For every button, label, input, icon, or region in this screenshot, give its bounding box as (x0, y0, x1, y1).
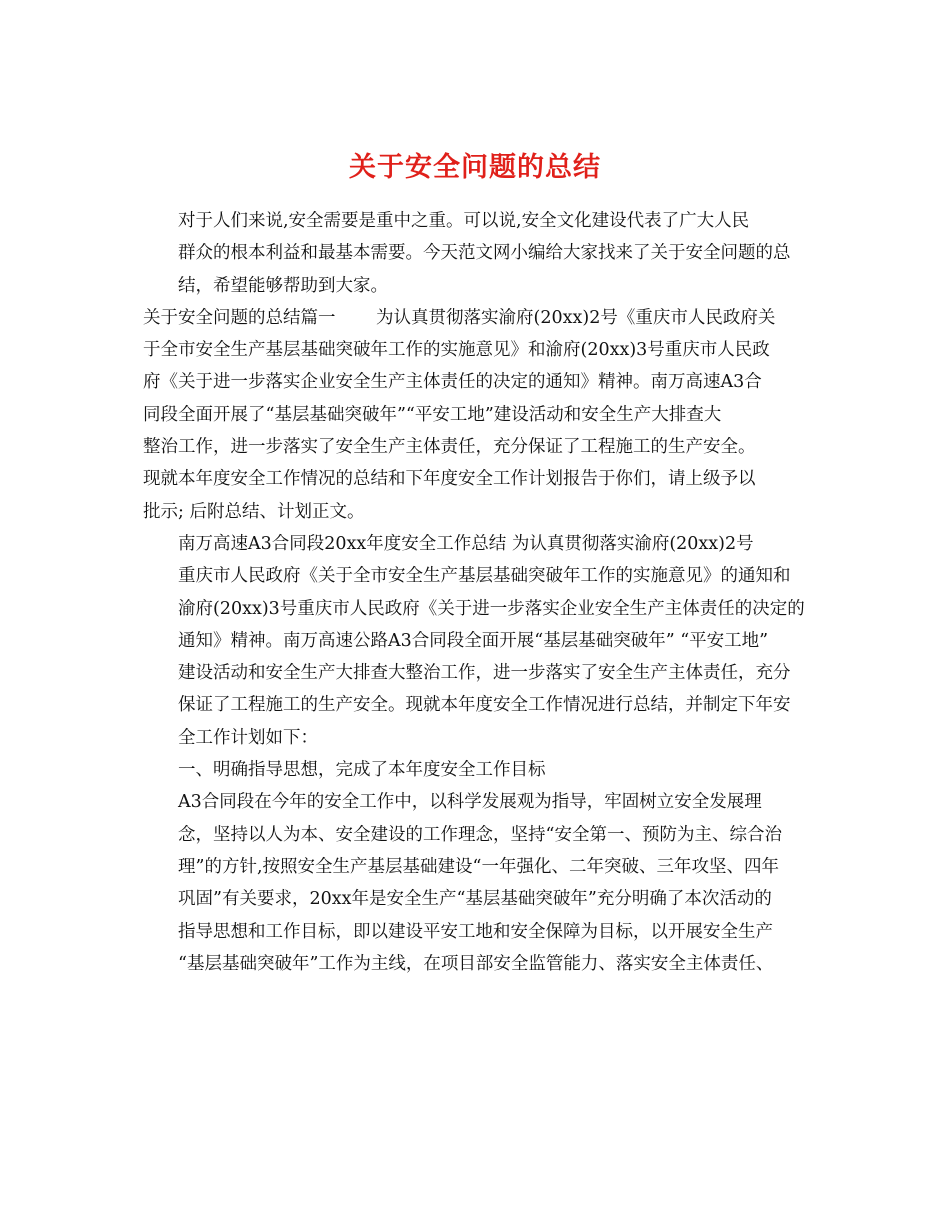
document-body (143, 205, 808, 980)
text-line: 巩固”有关要求，20xx年是安全生产“基层基础突破年”充分明确了本次活动的 (178, 889, 772, 910)
paragraph-annual-summary (143, 528, 808, 754)
section-heading-one (143, 754, 808, 786)
text-line: 同段全面开展了“基层基础突破年”“平安工地”建设活动和安全生产大排查大 (143, 404, 722, 425)
paragraph-intro (143, 205, 808, 302)
text-line: 渝府(20xx)3号重庆市人民政府《关于进一步落实企业安全生产主体责任的决定的 (178, 598, 805, 619)
text-line: 保证了工程施工的生产安全。现就本年度安全工作情况进行总结，并制定下年安 (178, 695, 791, 716)
text-line: 于全市安全生产基层基础突破年工作的实施意见》和渝府(20xx)3号重庆市人民政 (143, 340, 770, 361)
text-line: 整治工作，进一步落实了安全生产主体责任，充分保证了工程施工的生产安全。 (143, 437, 756, 458)
text-line: 念，坚持以人为本、安全建设的工作理念，坚持“安全第一、预防为主、综合治 (178, 824, 782, 845)
text-line: 建设活动和安全生产大排查大整治工作，进一步落实了安全生产主体责任，充分 (178, 663, 791, 684)
text-line: 指导思想和工作目标，即以建设平安工地和安全保障为目标，以开展安全生产 (178, 921, 773, 942)
text-line: 一、明确指导思想，完成了本年度安全工作目标 (178, 760, 546, 781)
text-line: 通知》精神。南万高速公路A3合同段全面开展“基层基础突破年” “平安工地” (178, 630, 769, 651)
text-line: A3合同段在今年的安全工作中，以科学发展观为指导，牢固树立安全发展理 (178, 792, 762, 813)
document-title: 关于安全问题的总结 (349, 152, 601, 184)
text-line: 重庆市人民政府《关于全市安全生产基层基础突破年工作的实施意见》的通知和 (178, 566, 791, 587)
text-line: 现就本年度安全工作情况的总结和下年度安全工作计划报告于你们，请上级予以 (143, 469, 756, 490)
text-line: 关于安全问题的总结篇一 为认真贯彻落实渝府(20xx)2号《重庆市人民政府关 (143, 307, 776, 328)
text-line: 批示; 后附总结、计划正文。 (143, 501, 365, 522)
paragraph-guiding-thought (143, 786, 808, 980)
text-line: 理”的方针,按照安全生产基层基础建设“一年强化、二年突破、三年攻坚、四年 (178, 856, 779, 877)
text-line: 府《关于进一步落实企业安全生产主体责任的决定的通知》精神。南万高速A3合 (143, 372, 762, 393)
text-line: 南万高速A3合同段20xx年度安全工作总结 为认真贯彻落实渝府(20xx)2号 (178, 533, 754, 554)
text-line: “基层基础突破年”工作为主线，在项目部安全监管能力、落实安全主体责任、 (178, 953, 774, 974)
paragraph-section-one (143, 302, 808, 528)
text-line: 结，希望能够帮助到大家。 (178, 275, 388, 296)
text-line: 对于人们来说,安全需要是重中之重。可以说,安全文化建设代表了广大人民 (178, 211, 750, 231)
text-line: 全工作计划如下： (178, 727, 318, 748)
text-line: 群众的根本利益和最基本需要。今天范文网小编给大家找来了关于安全问题的总 (178, 243, 791, 264)
